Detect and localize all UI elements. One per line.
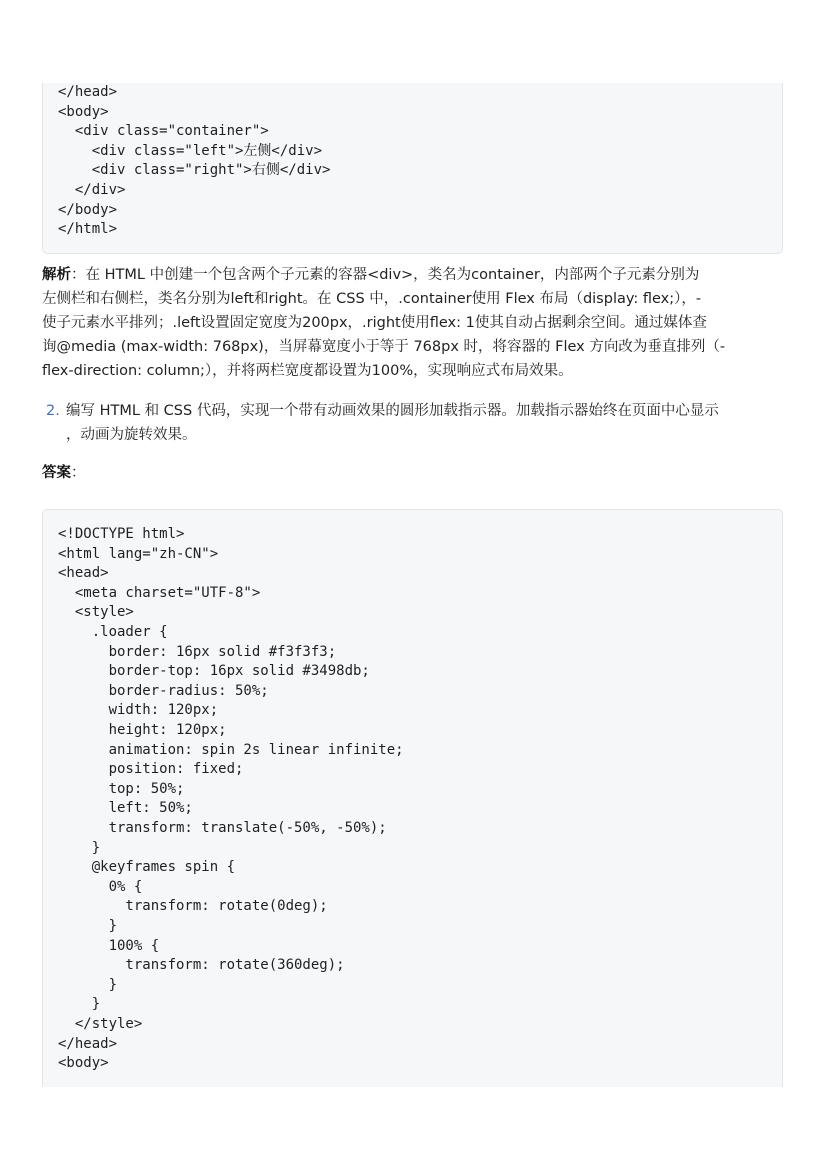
code-line: 0% { (58, 878, 143, 895)
question-number: 2. (46, 403, 60, 419)
code-line: </body> (58, 201, 118, 218)
answer-heading (42, 461, 787, 485)
code-line: transform: rotate(360deg); (58, 957, 345, 974)
analysis-colon: ： (71, 267, 86, 283)
code-block-layout-html (42, 83, 783, 254)
code-line: left: 50%; (58, 800, 193, 817)
code-line: width: 120px; (58, 702, 219, 719)
question-2 (46, 399, 806, 447)
code-line: border-top: 16px solid #3498db; (58, 663, 370, 680)
code-line: <style> (58, 604, 134, 621)
code-line: } (58, 976, 118, 993)
answer-colon: ： (71, 465, 86, 481)
analysis-paragraph (42, 263, 787, 383)
code-line: <body> (58, 103, 109, 120)
code-line: transform: rotate(0deg); (58, 898, 328, 915)
analysis-line: 询@media (max-width: 768px)，当屏幕宽度小于等于 768px 时，将容器的 Flex 方向改为垂直排列（- (42, 339, 726, 355)
code-line: animation: spin 2s linear infinite; (58, 741, 404, 758)
code-line: transform: translate(-50%, -50%); (58, 820, 387, 836)
code-line: <meta charset="UTF-8"> (58, 584, 261, 601)
code-block-loader (42, 509, 783, 1087)
code-line: } (58, 839, 101, 856)
code-line: top: 50%; (58, 780, 185, 797)
code-line: </head> (58, 84, 118, 100)
code-line: border: 16px solid #f3f3f3; (58, 643, 337, 660)
code-line: <body> (58, 1055, 109, 1072)
analysis-text: 在 HTML 中创建一个包含两个子元素的容器<div>，类名为container，内部两个子元素分别为 (85, 267, 700, 283)
code-line: </html> (58, 221, 118, 238)
code-line: <!DOCTYPE html> (58, 526, 185, 542)
code-line: </head> (58, 1035, 118, 1052)
code-line: } (58, 918, 118, 934)
analysis-line (42, 263, 787, 287)
code-line: .loader { (58, 624, 168, 640)
code-line: <html lang="zh-CN"> (58, 545, 219, 562)
analysis-line: 使子元素水平排列；.left设置固定宽度为200px，.right使用flex: 1使其自动占据剩余空间。通过媒体查 (42, 315, 707, 331)
code-line: position: fixed; (58, 761, 244, 778)
code-line: <head> (58, 565, 109, 582)
code-line: @keyframes spin { (58, 859, 236, 876)
code-line: </style> (58, 1016, 143, 1032)
code-line: <div class="container"> (58, 123, 269, 140)
code-line: height: 120px; (58, 722, 227, 738)
code-line: <div class="right">右侧</div> (58, 162, 331, 179)
analysis-line: 左侧栏和右侧栏，类名分别为left和right。在 CSS 中，.container使用 Flex 布局（display: flex;），- (42, 291, 702, 307)
question-line: ，动画为旋转效果。 (66, 427, 197, 443)
question-line (46, 399, 806, 423)
code-line: <div class="left">左侧</div> (58, 142, 323, 159)
code-line: </div> (58, 182, 126, 198)
analysis-label: 解析 (42, 267, 71, 283)
code-line: 100% { (58, 937, 160, 954)
code-line: } (58, 996, 101, 1013)
analysis-line: flex-direction: column;），并将两栏宽度都设置为100%，实现响应式布局效果。 (42, 363, 573, 379)
question-text: 编写 HTML 和 CSS 代码，实现一个带有动画效果的圆形加载指示器。加载指示器始终在页面中心显示 (66, 403, 719, 419)
code-line: border-radius: 50%; (58, 682, 269, 699)
answer-label: 答案 (42, 465, 71, 481)
